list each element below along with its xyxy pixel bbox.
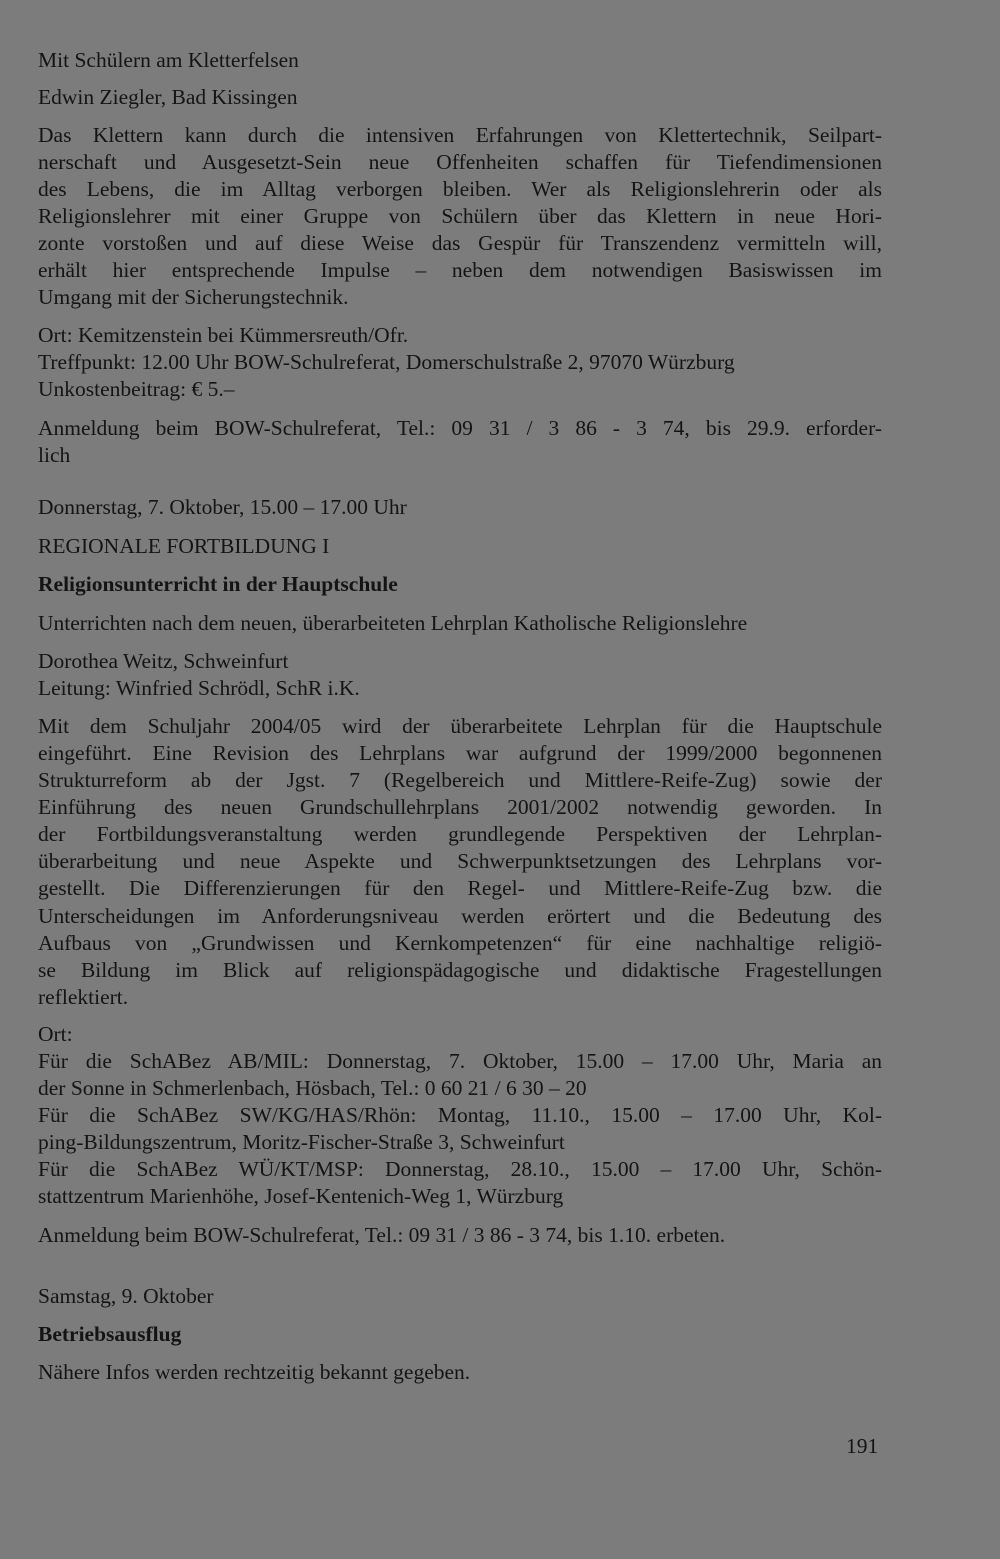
- description-line: Strukturreform ab der Jgst. 7 (Regelbereich und Mittlere-Reife-Zug) sowie der: [38, 768, 882, 792]
- event-title: Religionsunterricht in der Hauptschule: [38, 572, 398, 596]
- location-line: der Sonne in Schmerlenbach, Hösbach, Tel.: 0 60 21 / 6 30 – 20: [38, 1076, 587, 1100]
- event-date: Donnerstag, 7. Oktober, 15.00 – 17.00 Uhr: [38, 495, 407, 519]
- description-line: Umgang mit der Sicherungstechnik.: [38, 285, 349, 309]
- location-line: ping-Bildungszentrum, Moritz-Fischer-Straße 3, Schweinfurt: [38, 1130, 565, 1154]
- event-speaker: Dorothea Weitz, Schweinfurt: [38, 649, 289, 673]
- event-speaker: Edwin Ziegler, Bad Kissingen: [38, 85, 298, 109]
- registration-line: Anmeldung beim BOW-Schulreferat, Tel.: 09 31 / 3 86 - 3 74, bis 29.9. erforder-: [38, 416, 882, 440]
- description-line: gestellt. Die Differenzierungen für den Regel- und Mittlere-Reife-Zug bzw. die: [38, 876, 882, 900]
- description-line: Religionslehrer mit einer Gruppe von Schülern über das Klettern in neue Hori-: [38, 204, 882, 228]
- event-fee: Unkostenbeitrag: € 5.–: [38, 377, 235, 401]
- registration-line: Anmeldung beim BOW-Schulreferat, Tel.: 09 31 / 3 86 - 3 74, bis 1.10. erbeten.: [38, 1223, 726, 1247]
- description-line: nerschaft und Ausgesetzt-Sein neue Offenheiten schaffen für Tiefendimensionen: [38, 150, 882, 174]
- page-number: 191: [846, 1434, 879, 1458]
- description-line: Einführung des neuen Grundschullehrplans 2001/2002 notwendig geworden. In: [38, 795, 882, 819]
- event-location: Ort: Kemitzenstein bei Kümmersreuth/Ofr.: [38, 323, 409, 347]
- event-title: Betriebsausflug: [38, 1322, 182, 1346]
- description-line: Unterscheidungen im Anforderungsniveau werden erörtert und die Bedeutung des: [38, 904, 882, 928]
- event-title: Mit Schülern am Kletterfelsen: [38, 48, 299, 72]
- description-line: erhält hier entsprechende Impulse – neben dem notwendigen Basiswissen im: [38, 258, 882, 282]
- description-line: zonte vorstoßen und auf diese Weise das Gespür für Transzendenz vermitteln will,: [38, 231, 882, 255]
- event-leader: Leitung: Winfried Schrödl, SchR i.K.: [38, 676, 360, 700]
- location-line: Für die SchABez AB/MIL: Donnerstag, 7. Oktober, 15.00 – 17.00 Uhr, Maria an: [38, 1049, 882, 1073]
- event-date: Samstag, 9. Oktober: [38, 1284, 214, 1308]
- registration-line: lich: [38, 443, 71, 467]
- description-line: überarbeitung und neue Aspekte und Schwerpunktsetzungen des Lehrplans vor-: [38, 849, 882, 873]
- location-label: Ort:: [38, 1022, 73, 1046]
- event-subtitle: Unterrichten nach dem neuen, überarbeiteten Lehrplan Katholische Religionslehre: [38, 611, 748, 635]
- event-info: Nähere Infos werden rechtzeitig bekannt gegeben.: [38, 1360, 471, 1384]
- description-line: se Bildung im Blick auf religionspädagogische und didaktische Fragestellungen: [38, 958, 882, 982]
- description-line: Aufbaus von „Grundwissen und Kernkompetenzen“ für eine nachhaltige religiö-: [38, 931, 882, 955]
- location-line: stattzentrum Marienhöhe, Josef-Kentenich-Weg 1, Würzburg: [38, 1184, 564, 1208]
- description-line: reflektiert.: [38, 985, 129, 1009]
- description-line: der Fortbildungsveranstaltung werden grundlegende Perspektiven der Lehrplan-: [38, 822, 882, 846]
- description-line: eingeführt. Eine Revision des Lehrplans war aufgrund der 1999/2000 begonnenen: [38, 741, 882, 765]
- description-line: des Lebens, die im Alltag verborgen bleiben. Wer als Religionslehrerin oder als: [38, 177, 882, 201]
- location-line: Für die SchABez SW/KG/HAS/Rhön: Montag, 11.10., 15.00 – 17.00 Uhr, Kol-: [38, 1103, 882, 1127]
- description-line: Mit dem Schuljahr 2004/05 wird der überarbeitete Lehrplan für die Hauptschule: [38, 714, 882, 738]
- location-line: Für die SchABez WÜ/KT/MSP: Donnerstag, 28.10., 15.00 – 17.00 Uhr, Schön-: [38, 1157, 882, 1181]
- event-category: REGIONALE FORTBILDUNG I: [38, 534, 330, 558]
- event-meeting-point: Treffpunkt: 12.00 Uhr BOW-Schulreferat, Domerschulstraße 2, 97070 Würzburg: [38, 350, 735, 374]
- description-line: Das Klettern kann durch die intensiven Erfahrungen von Klettertechnik, Seilpart-: [38, 123, 882, 147]
